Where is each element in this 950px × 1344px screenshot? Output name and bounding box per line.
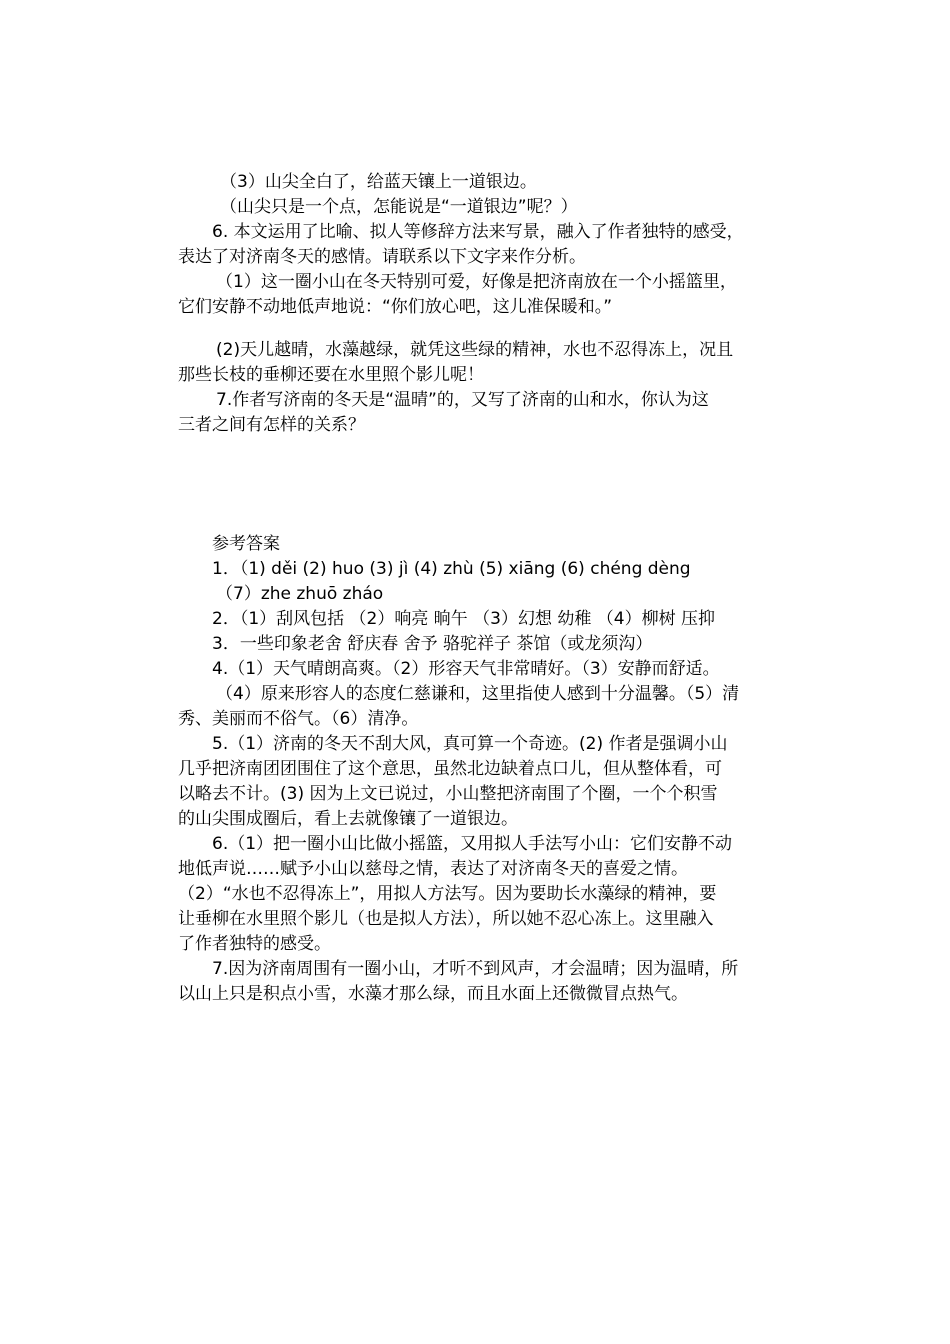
answer-1-line-1: 1．（1) děi (2) huo (3) jì (4) zhù (5) xiāng (6) chéng dèng (212, 559, 691, 579)
question-5-item-3: （3）山尖全白了，给蓝天镶上一道银边。 (220, 172, 537, 192)
question-6-item-1-line-2: 它们安静不动地低声地说：“你们放心吧，这儿准保暖和。” (178, 297, 613, 317)
question-6-line-1: 6. 本文运用了比喻、拟人等修辞方法来写景，融入了作者独特的感受， (212, 222, 744, 242)
answer-5-line-3: 以略去不计。(3) 因为上文已说过，小山整把济南围了个圈，一个个积雪 (178, 784, 718, 804)
blank-space (178, 320, 783, 338)
answers-heading: 参考答案 (212, 534, 280, 554)
answer-1-line-2: （7）zhe zhuō zháo (216, 584, 384, 604)
answer-6-line-1: 6.（1）把一圈小山比做小摇篮，又用拟人手法写小山：它们安静不动 (212, 834, 733, 854)
document-page (178, 170, 783, 1007)
answer-4-line-1: 4.（1）天气晴朗高爽。（2）形容天气非常晴好。（3）安静而舒适。 (212, 659, 720, 679)
answer-6-line-3: （2）“水也不忍得冻上”，用拟人方法写。因为要助长水藻绿的精神，要 (178, 884, 717, 904)
answer-3: 3．一些印象老舍 舒庆春 舍予 骆驼祥子 茶馆（或龙须沟） (212, 634, 653, 654)
answer-5-line-2: 几乎把济南团团围住了这个意思，虽然北边缺着点口儿，但从整体看，可 (178, 759, 722, 779)
question-6-item-1-line-1: （1）这一圈小山在冬天特别可爱，好像是把济南放在一个小摇篮里， (216, 272, 737, 292)
answer-5-line-4: 的山尖围成圈后，看上去就像镶了一道银边。 (178, 809, 518, 829)
answer-5-line-1: 5.（1）济南的冬天不刮大风，真可算一个奇迹。(2) 作者是强调小山 (212, 734, 728, 754)
answer-4-line-2: （4）原来形容人的态度仁慈谦和，这里指使人感到十分温馨。（5）清 (216, 684, 740, 704)
question-7-line-2: 三者之间有怎样的关系？ (178, 415, 365, 435)
question-6-line-2: 表达了对济南冬天的感情。请联系以下文字来作分析。 (178, 247, 586, 267)
answer-6-line-2: 地低声说……赋予小山以慈母之情，表达了对济南冬天的喜爱之情。 (178, 859, 688, 879)
answer-7-line-2: 以山上只是积点小雪，水藻才那么绿，而且水面上还微微冒点热气。 (178, 984, 688, 1004)
question-5-item-3-hint: （山尖只是一个点，怎能说是“一道银边”呢？） (220, 197, 578, 217)
answer-6-line-4: 让垂柳在水里照个影儿（也是拟人方法），所以她不忍心冻上。这里融入 (178, 909, 714, 929)
question-6-item-2-line-1: (2)天儿越晴，水藻越绿，就凭这些绿的精神，水也不忍得冻上，况且 (216, 340, 734, 360)
answer-7-line-1: 7.因为济南周围有一圈小山，才听不到风声，才会温晴；因为温晴，所 (212, 959, 739, 979)
question-6-item-2-line-2: 那些长枝的垂柳还要在水里照个影儿呢！ (178, 365, 484, 385)
answer-4-line-3: 秀、美丽而不俗气。（6）清净。 (178, 709, 419, 729)
answer-6-line-5: 了作者独特的感受。 (178, 934, 331, 954)
blank-space (178, 438, 783, 532)
answer-2: 2．（1）刮风包括 （2）响亮 晌午 （3）幻想 幼稚 （4）柳树 压抑 (212, 609, 716, 629)
question-7-line-1: 7.作者写济南的冬天是“温晴”的，又写了济南的山和水，你认为这 (216, 390, 709, 410)
